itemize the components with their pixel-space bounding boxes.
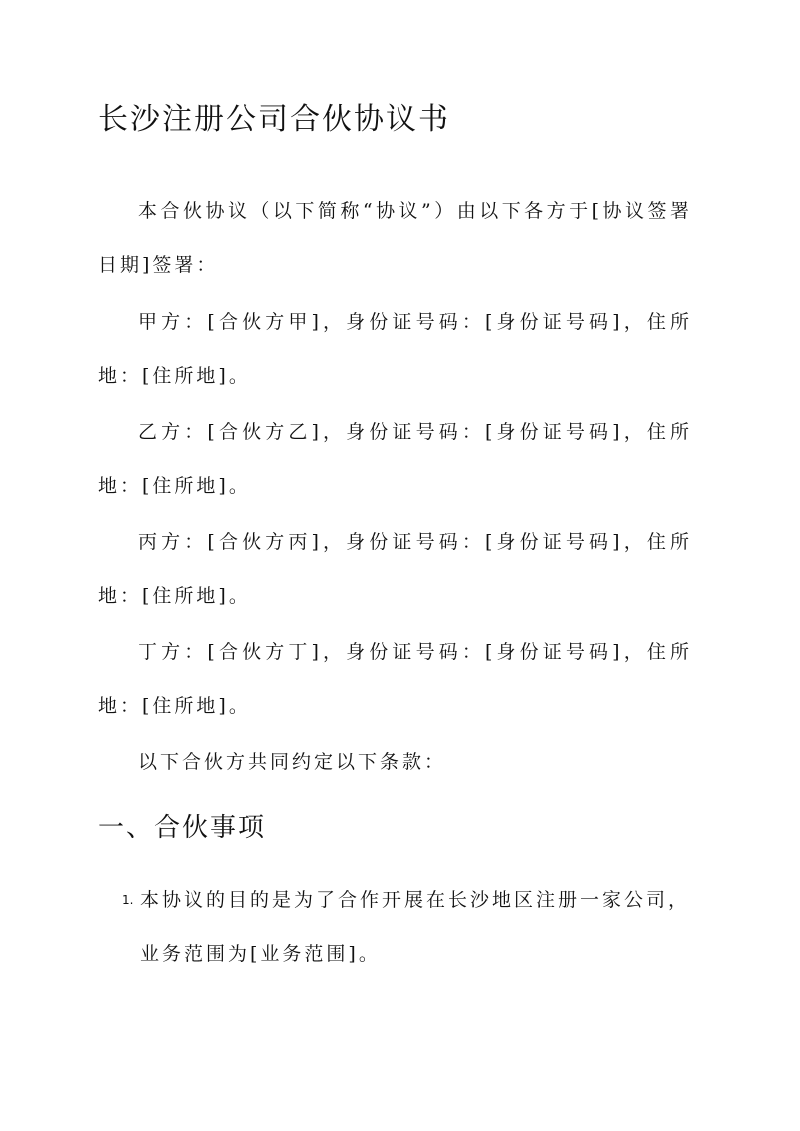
agreement-paragraph: 以下合伙方共同约定以下条款：	[138, 751, 447, 773]
intro-paragraph: 本合伙协议（以下简称“协议”）由以下各方于[协议签署日期]签署：	[98, 200, 692, 276]
list-item-text: 本协议的目的是为了合作开展在长沙地区注册一家公司，业务范围为[业务范围]。	[140, 889, 691, 965]
party-a-paragraph: 甲方：[合伙方甲]，身份证号码：[身份证号码]，住所地：[住所地]。	[98, 311, 692, 387]
document-title: 长沙注册公司合伙协议书	[98, 102, 450, 137]
party-d-paragraph: 丁方：[合伙方丁]，身份证号码：[身份证号码]，住所地：[住所地]。	[98, 641, 692, 717]
party-b-paragraph: 乙方：[合伙方乙]，身份证号码：[身份证号码]，住所地：[住所地]。	[98, 421, 692, 497]
list-item-number: 1.	[122, 893, 134, 907]
party-c-paragraph: 丙方：[合伙方丙]，身份证号码：[身份证号码]，住所地：[住所地]。	[98, 531, 692, 607]
list-item	[122, 873, 710, 981]
section-heading: 一、合伙事项	[98, 813, 267, 843]
